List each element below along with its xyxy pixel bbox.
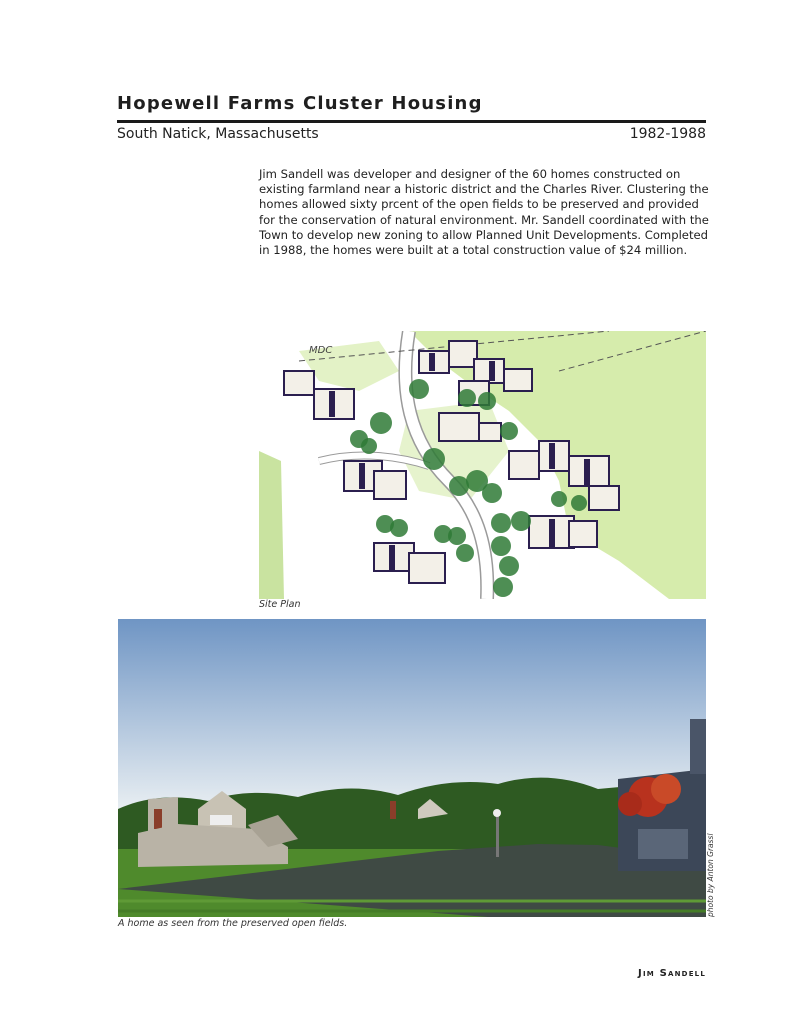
project-location: South Natick, Massachusetts <box>117 126 319 142</box>
footer-name: Jim Sandell <box>638 968 706 979</box>
project-description: Jim Sandell was developer and designer of the 60 homes constructed on existing farmland near a historic district and the Charles River. Clustering the homes allowed sixty prcent of the open fields to be preserved and provided for the conservation of natural environment. Mr. Sandell coordinated with the Town to develop new zoning to allow Planned Unit Developments. Completed in 1988, the homes were built at a total construction value of $24 million. <box>259 167 709 258</box>
photo-credit: photo by Anton Grassl <box>706 833 715 917</box>
page-title: Hopewell Farms Cluster Housing <box>117 93 483 114</box>
project-years: 1982-1988 <box>629 126 706 142</box>
photo-caption: A home as seen from the preserved open fields. <box>118 918 348 929</box>
site-plan-caption: Site Plan <box>259 599 301 610</box>
title-rule <box>117 120 706 123</box>
landscape-photo <box>118 619 706 917</box>
site-plan-image <box>259 331 706 599</box>
sketch-label: MDC <box>309 345 333 356</box>
